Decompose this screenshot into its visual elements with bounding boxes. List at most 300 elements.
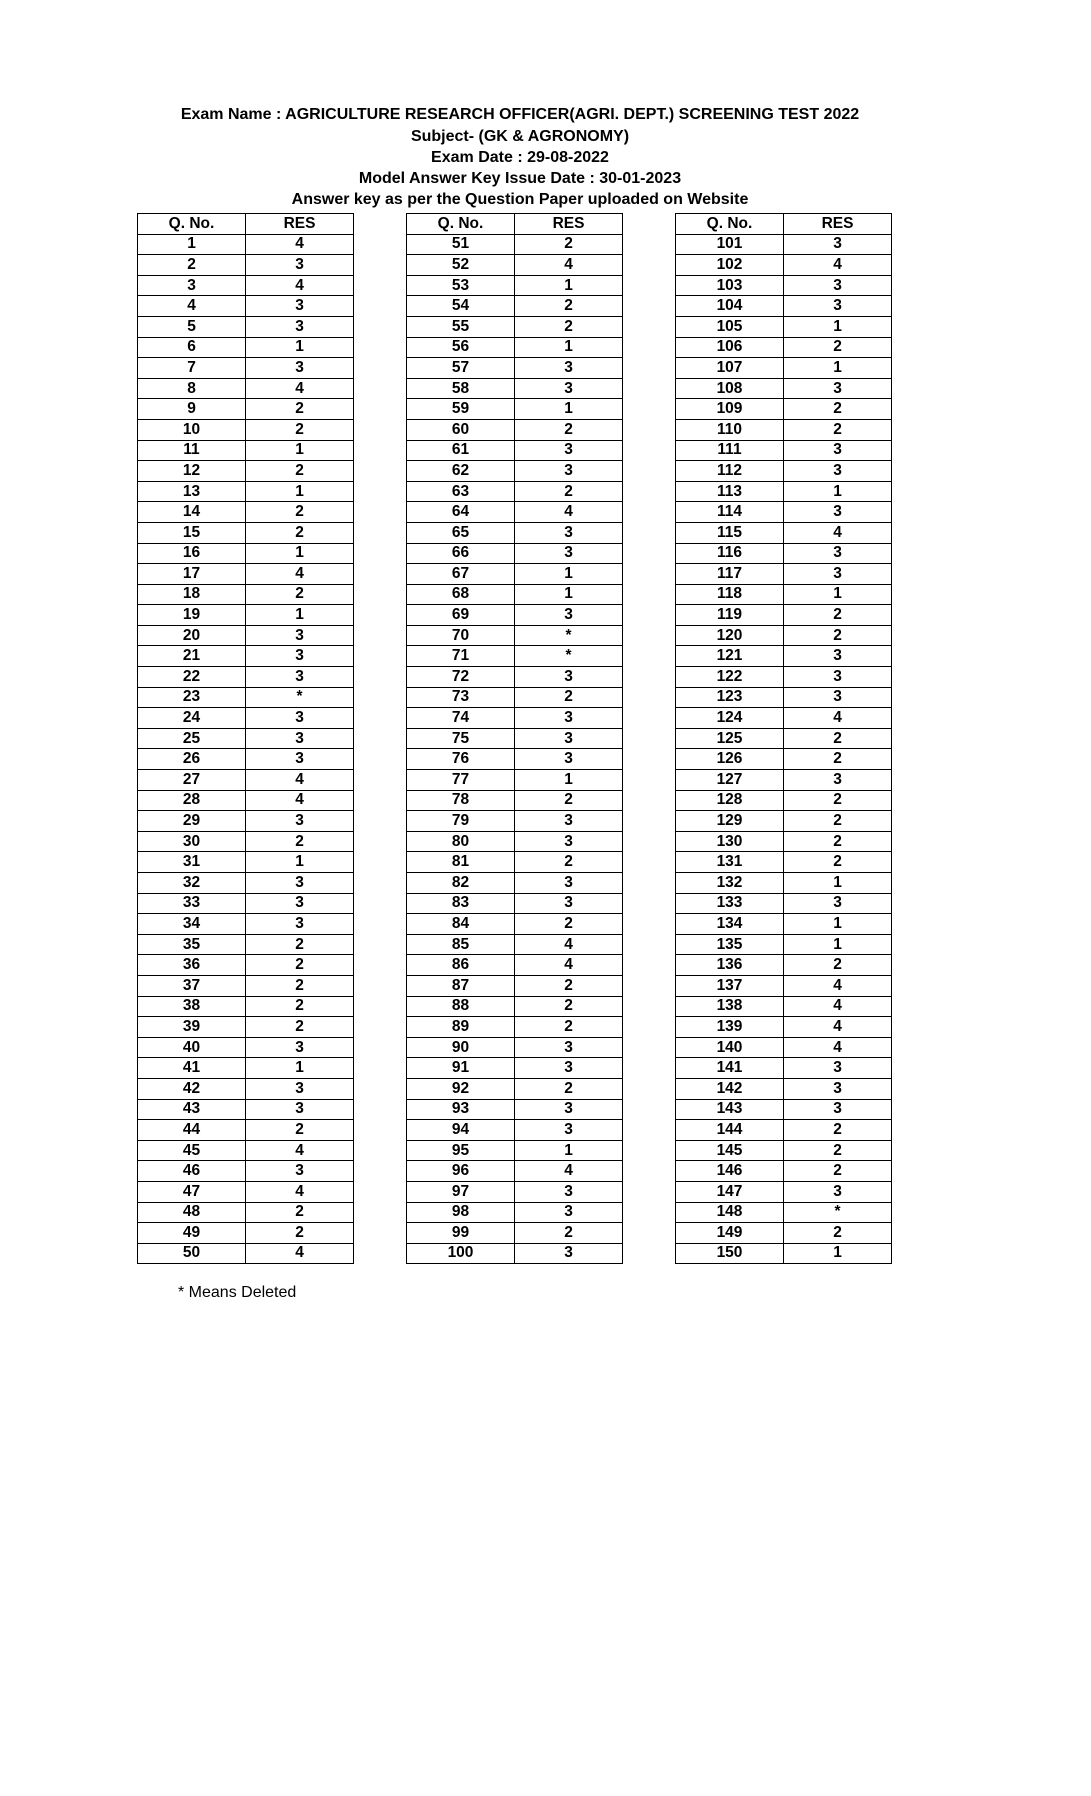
table-row [138, 255, 354, 276]
table-row [138, 831, 354, 852]
response-cell: 4 [784, 1017, 892, 1038]
table-header-row [138, 214, 354, 235]
table-row [138, 667, 354, 688]
table-row [676, 543, 892, 564]
table-row [138, 1202, 354, 1223]
res-header: RES [515, 214, 623, 235]
table-row [407, 337, 623, 358]
table-row [676, 975, 892, 996]
question-number-cell: 104 [676, 296, 784, 317]
question-number-cell: 33 [138, 893, 246, 914]
question-number-cell: 1 [138, 234, 246, 255]
question-number-cell: 118 [676, 584, 784, 605]
table-row [676, 399, 892, 420]
response-cell: 1 [784, 584, 892, 605]
question-number-cell: 97 [407, 1181, 515, 1202]
response-cell: 3 [515, 1099, 623, 1120]
response-cell: 4 [246, 1140, 354, 1161]
document-header [0, 104, 1040, 210]
response-cell: 3 [246, 1037, 354, 1058]
question-number-cell: 112 [676, 461, 784, 482]
response-cell: 4 [784, 1037, 892, 1058]
table-row [407, 1243, 623, 1264]
response-cell: 1 [515, 275, 623, 296]
table-row [407, 419, 623, 440]
question-number-cell: 30 [138, 831, 246, 852]
question-number-cell: 94 [407, 1120, 515, 1141]
table-row [407, 934, 623, 955]
table-row [138, 728, 354, 749]
table-row [676, 687, 892, 708]
question-number-cell: 70 [407, 625, 515, 646]
response-cell: 2 [784, 852, 892, 873]
question-number-cell: 78 [407, 790, 515, 811]
response-cell: 2 [784, 625, 892, 646]
table-body [138, 234, 354, 1264]
question-number-cell: 56 [407, 337, 515, 358]
question-number-cell: 52 [407, 255, 515, 276]
question-number-cell: 32 [138, 873, 246, 894]
question-number-cell: 28 [138, 790, 246, 811]
table-row [676, 584, 892, 605]
table-row [138, 502, 354, 523]
question-number-cell: 121 [676, 646, 784, 667]
table-row [138, 1161, 354, 1182]
question-number-cell: 131 [676, 852, 784, 873]
question-number-cell: 130 [676, 831, 784, 852]
question-number-cell: 129 [676, 811, 784, 832]
question-number-cell: 6 [138, 337, 246, 358]
question-number-cell: 31 [138, 852, 246, 873]
answer-table-3 [675, 213, 892, 1264]
response-cell: 1 [784, 934, 892, 955]
table-row [138, 1140, 354, 1161]
question-number-cell: 132 [676, 873, 784, 894]
table-row [676, 873, 892, 894]
exam-name: Exam Name : AGRICULTURE RESEARCH OFFICER(AGRI. DEPT.) SCREENING TEST 2022 [180, 106, 860, 123]
table-row [138, 564, 354, 585]
response-cell: 1 [246, 481, 354, 502]
response-cell: 3 [515, 708, 623, 729]
table-row [407, 955, 623, 976]
response-cell: 3 [784, 770, 892, 791]
table-row [676, 316, 892, 337]
issue-date: Model Answer Key Issue Date : 30-01-2023 [358, 170, 682, 187]
question-number-cell: 53 [407, 275, 515, 296]
question-number-cell: 147 [676, 1181, 784, 1202]
response-cell: 2 [515, 790, 623, 811]
response-cell: 3 [515, 811, 623, 832]
table-row [676, 502, 892, 523]
table-row [138, 996, 354, 1017]
table-row [407, 728, 623, 749]
response-cell: 4 [246, 790, 354, 811]
response-cell: 1 [246, 852, 354, 873]
question-number-cell: 76 [407, 749, 515, 770]
response-cell: 2 [515, 975, 623, 996]
response-cell: 2 [515, 1017, 623, 1038]
table-row [407, 1223, 623, 1244]
question-number-cell: 98 [407, 1202, 515, 1223]
table-row [676, 1058, 892, 1079]
question-number-cell: 120 [676, 625, 784, 646]
table-row [407, 749, 623, 770]
question-number-cell: 142 [676, 1078, 784, 1099]
question-number-cell: 46 [138, 1161, 246, 1182]
exam-date: Exam Date : 29-08-2022 [431, 149, 609, 166]
response-cell: 1 [515, 399, 623, 420]
table-row [138, 811, 354, 832]
question-number-cell: 5 [138, 316, 246, 337]
response-cell: 3 [784, 378, 892, 399]
question-number-cell: 13 [138, 481, 246, 502]
question-number-cell: 111 [676, 440, 784, 461]
question-number-cell: 20 [138, 625, 246, 646]
table-row [676, 646, 892, 667]
table-row [676, 1243, 892, 1264]
table-row [138, 1037, 354, 1058]
table-header-row [407, 214, 623, 235]
response-cell: 4 [515, 502, 623, 523]
response-cell: 2 [246, 1017, 354, 1038]
question-number-cell: 71 [407, 646, 515, 667]
table-row [676, 378, 892, 399]
question-number-cell: 148 [676, 1202, 784, 1223]
table-row [676, 625, 892, 646]
question-number-cell: 60 [407, 419, 515, 440]
footnote: * Means Deleted [178, 1284, 297, 1301]
question-number-cell: 48 [138, 1202, 246, 1223]
table-row [407, 1181, 623, 1202]
question-number-cell: 54 [407, 296, 515, 317]
response-cell: 3 [515, 543, 623, 564]
response-cell: 3 [515, 667, 623, 688]
table-row [407, 564, 623, 585]
question-number-cell: 73 [407, 687, 515, 708]
table-row [407, 1161, 623, 1182]
question-number-cell: 9 [138, 399, 246, 420]
question-number-cell: 127 [676, 770, 784, 791]
response-cell: 2 [515, 914, 623, 935]
response-cell: 4 [246, 1243, 354, 1264]
question-number-cell: 96 [407, 1161, 515, 1182]
question-number-cell: 128 [676, 790, 784, 811]
table-row [676, 831, 892, 852]
table-row [407, 358, 623, 379]
response-cell: 3 [246, 255, 354, 276]
question-number-cell: 150 [676, 1243, 784, 1264]
table-row [138, 893, 354, 914]
question-number-cell: 57 [407, 358, 515, 379]
table-row [138, 646, 354, 667]
response-cell: 2 [246, 419, 354, 440]
qno-header: Q. No. [676, 214, 784, 235]
question-number-cell: 65 [407, 522, 515, 543]
question-number-cell: 14 [138, 502, 246, 523]
table-row [676, 893, 892, 914]
question-number-cell: 29 [138, 811, 246, 832]
table-row [676, 337, 892, 358]
table-row [676, 461, 892, 482]
response-cell: 4 [784, 975, 892, 996]
table-row [676, 234, 892, 255]
response-cell: 3 [784, 296, 892, 317]
response-cell: 3 [515, 1202, 623, 1223]
table-row [138, 749, 354, 770]
response-cell: 2 [246, 1202, 354, 1223]
question-number-cell: 39 [138, 1017, 246, 1038]
table-row [676, 852, 892, 873]
response-cell: 3 [515, 605, 623, 626]
question-number-cell: 50 [138, 1243, 246, 1264]
question-number-cell: 64 [407, 502, 515, 523]
question-number-cell: 62 [407, 461, 515, 482]
question-number-cell: 140 [676, 1037, 784, 1058]
response-cell: 2 [515, 996, 623, 1017]
table-row [676, 358, 892, 379]
question-number-cell: 139 [676, 1017, 784, 1038]
response-cell: 4 [246, 378, 354, 399]
question-number-cell: 124 [676, 708, 784, 729]
response-cell: 2 [246, 502, 354, 523]
question-number-cell: 126 [676, 749, 784, 770]
response-cell: 3 [246, 728, 354, 749]
response-cell: 3 [515, 1243, 623, 1264]
response-cell: 1 [784, 873, 892, 894]
question-number-cell: 99 [407, 1223, 515, 1244]
response-cell: 2 [784, 790, 892, 811]
question-number-cell: 45 [138, 1140, 246, 1161]
response-cell: 2 [784, 1140, 892, 1161]
question-number-cell: 87 [407, 975, 515, 996]
response-cell: 3 [784, 564, 892, 585]
table-row [407, 502, 623, 523]
question-number-cell: 74 [407, 708, 515, 729]
question-number-cell: 146 [676, 1161, 784, 1182]
res-header: RES [784, 214, 892, 235]
table-row [138, 605, 354, 626]
response-cell: 3 [515, 461, 623, 482]
question-number-cell: 11 [138, 440, 246, 461]
table-row [138, 584, 354, 605]
response-cell: 3 [784, 893, 892, 914]
table-row [676, 419, 892, 440]
response-cell: 4 [246, 275, 354, 296]
response-cell: 3 [515, 522, 623, 543]
table-row [407, 667, 623, 688]
response-cell: 3 [784, 1078, 892, 1099]
table-row [138, 275, 354, 296]
table-row [676, 811, 892, 832]
table-row [407, 625, 623, 646]
response-cell: 1 [246, 1058, 354, 1079]
table-row [138, 955, 354, 976]
table-row [138, 296, 354, 317]
response-cell: 3 [246, 914, 354, 935]
question-number-cell: 21 [138, 646, 246, 667]
response-cell: 3 [784, 1181, 892, 1202]
table-row [676, 275, 892, 296]
table-row [676, 255, 892, 276]
table-row [407, 543, 623, 564]
question-number-cell: 115 [676, 522, 784, 543]
response-cell: 1 [515, 564, 623, 585]
table-row [138, 440, 354, 461]
response-cell: 3 [246, 667, 354, 688]
table-row [138, 234, 354, 255]
response-cell: 3 [784, 275, 892, 296]
table-row [407, 1078, 623, 1099]
table-row [407, 399, 623, 420]
response-cell: 2 [515, 852, 623, 873]
response-cell: 3 [515, 1181, 623, 1202]
table-row [138, 790, 354, 811]
table-row [138, 1058, 354, 1079]
table-row [138, 873, 354, 894]
table-row [407, 975, 623, 996]
table-row [138, 975, 354, 996]
response-cell: 2 [246, 1120, 354, 1141]
response-cell: 2 [246, 584, 354, 605]
table-body [676, 234, 892, 1264]
table-row [676, 749, 892, 770]
question-number-cell: 35 [138, 934, 246, 955]
response-cell: 3 [784, 1099, 892, 1120]
question-number-cell: 55 [407, 316, 515, 337]
question-number-cell: 16 [138, 543, 246, 564]
table-row [676, 605, 892, 626]
response-cell: 2 [784, 955, 892, 976]
response-cell: 4 [246, 770, 354, 791]
table-row [676, 1037, 892, 1058]
question-number-cell: 26 [138, 749, 246, 770]
answer-table-1 [137, 213, 354, 1264]
response-cell: 1 [784, 1243, 892, 1264]
response-cell: 3 [246, 1078, 354, 1099]
response-cell: 3 [246, 1099, 354, 1120]
table-row [138, 543, 354, 564]
response-cell: 1 [246, 337, 354, 358]
response-cell: 3 [515, 893, 623, 914]
response-cell: 3 [515, 1037, 623, 1058]
response-cell: 4 [515, 934, 623, 955]
response-cell: 1 [515, 1140, 623, 1161]
response-cell: 4 [246, 234, 354, 255]
table-row [676, 1161, 892, 1182]
question-number-cell: 141 [676, 1058, 784, 1079]
question-number-cell: 37 [138, 975, 246, 996]
question-number-cell: 110 [676, 419, 784, 440]
table-row [407, 687, 623, 708]
response-cell: 1 [246, 543, 354, 564]
question-number-cell: 145 [676, 1140, 784, 1161]
response-cell: 3 [784, 234, 892, 255]
question-number-cell: 8 [138, 378, 246, 399]
question-number-cell: 86 [407, 955, 515, 976]
table-row [138, 481, 354, 502]
table-row [676, 955, 892, 976]
question-number-cell: 109 [676, 399, 784, 420]
question-number-cell: 23 [138, 687, 246, 708]
table-body [407, 234, 623, 1264]
question-number-cell: 15 [138, 522, 246, 543]
table-row [676, 1202, 892, 1223]
question-number-cell: 136 [676, 955, 784, 976]
question-number-cell: 149 [676, 1223, 784, 1244]
question-number-cell: 90 [407, 1037, 515, 1058]
response-cell: 2 [246, 1223, 354, 1244]
table-row [676, 934, 892, 955]
response-cell: 2 [515, 1078, 623, 1099]
response-cell: 2 [246, 461, 354, 482]
question-number-cell: 133 [676, 893, 784, 914]
res-header: RES [246, 214, 354, 235]
response-cell: 3 [515, 1120, 623, 1141]
table-row [407, 914, 623, 935]
table-row [138, 852, 354, 873]
table-row [407, 852, 623, 873]
table-row [407, 873, 623, 894]
question-number-cell: 47 [138, 1181, 246, 1202]
table-row [407, 811, 623, 832]
response-cell: 2 [515, 687, 623, 708]
question-number-cell: 119 [676, 605, 784, 626]
response-cell: 3 [246, 296, 354, 317]
answer-table-2 [406, 213, 623, 1264]
response-cell: 3 [246, 625, 354, 646]
question-number-cell: 80 [407, 831, 515, 852]
table-row [676, 481, 892, 502]
question-number-cell: 63 [407, 481, 515, 502]
response-cell: 2 [784, 1223, 892, 1244]
question-number-cell: 19 [138, 605, 246, 626]
table-row [407, 316, 623, 337]
question-number-cell: 79 [407, 811, 515, 832]
table-row [138, 1181, 354, 1202]
table-row [676, 770, 892, 791]
question-number-cell: 77 [407, 770, 515, 791]
table-row [407, 831, 623, 852]
question-number-cell: 67 [407, 564, 515, 585]
question-number-cell: 81 [407, 852, 515, 873]
response-cell: 2 [246, 955, 354, 976]
question-number-cell: 12 [138, 461, 246, 482]
table-row [138, 419, 354, 440]
question-number-cell: 117 [676, 564, 784, 585]
response-cell: 2 [515, 296, 623, 317]
table-row [676, 1078, 892, 1099]
response-cell: 1 [246, 605, 354, 626]
response-cell: 3 [246, 358, 354, 379]
table-row [138, 358, 354, 379]
table-row [138, 461, 354, 482]
response-cell: 2 [515, 481, 623, 502]
response-cell: 2 [246, 399, 354, 420]
table-row [676, 1181, 892, 1202]
response-cell: 1 [515, 337, 623, 358]
table-row [138, 337, 354, 358]
table-row [407, 605, 623, 626]
response-cell: 2 [784, 831, 892, 852]
response-cell: 2 [246, 831, 354, 852]
table-row [138, 316, 354, 337]
question-number-cell: 89 [407, 1017, 515, 1038]
table-row [407, 790, 623, 811]
question-number-cell: 102 [676, 255, 784, 276]
table-row [138, 399, 354, 420]
table-row [138, 934, 354, 955]
question-number-cell: 66 [407, 543, 515, 564]
